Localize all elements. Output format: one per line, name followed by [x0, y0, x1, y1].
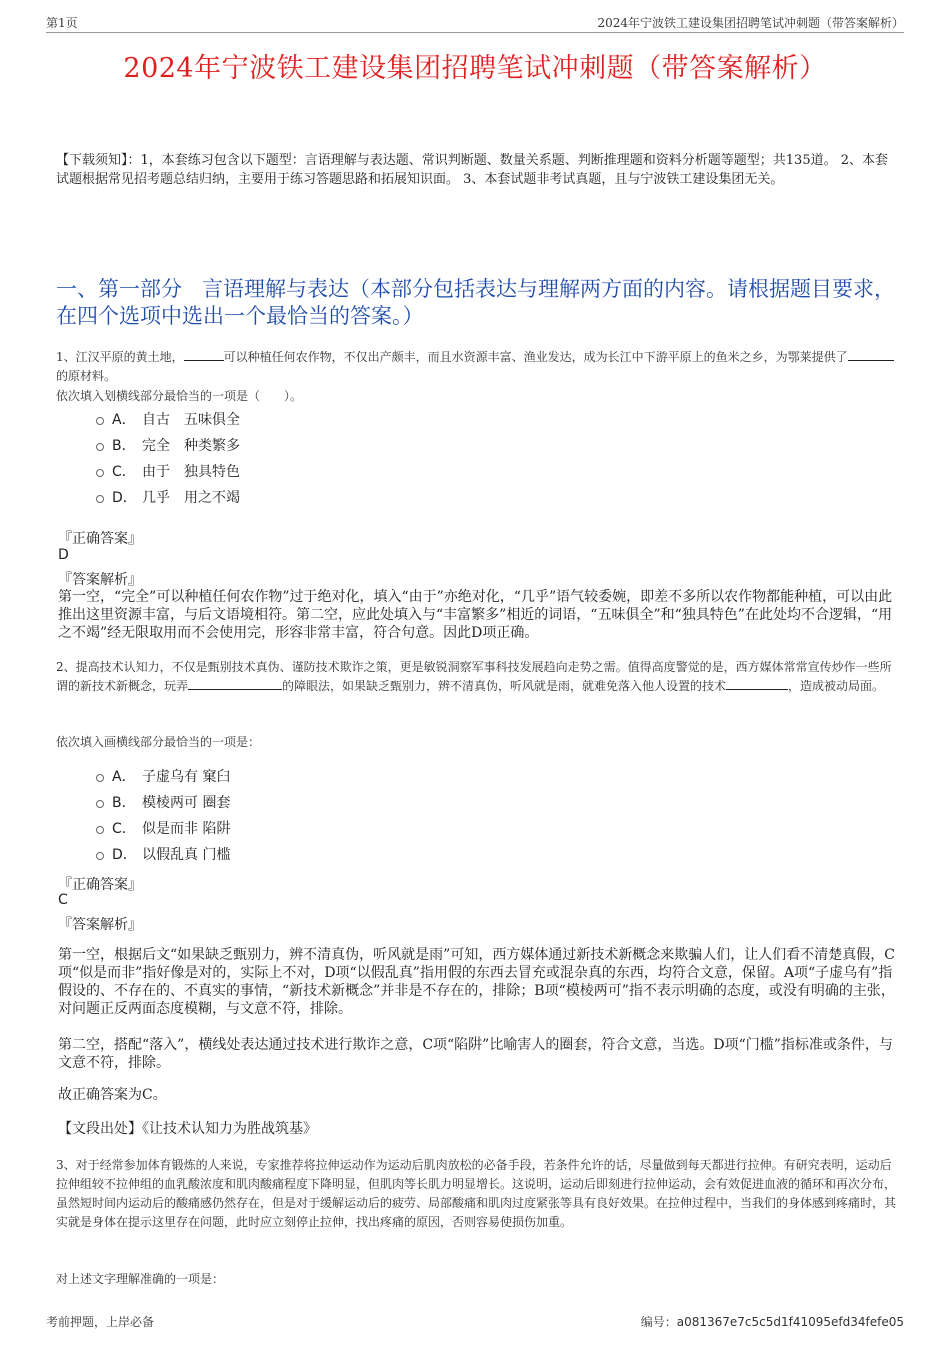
option-d[interactable]: [96, 484, 240, 510]
section-heading: [56, 276, 898, 330]
section-number: 一、第一部分: [56, 277, 182, 301]
fill-blank: [848, 348, 894, 361]
correct-answer: C: [58, 892, 68, 908]
analysis-label: 『答案解析』: [58, 572, 142, 588]
option-c[interactable]: [96, 458, 240, 484]
option-letter: D．: [112, 847, 137, 863]
option-b[interactable]: [96, 789, 230, 815]
analysis-text: 第一空，“完全”可以种植任何农作物”过于绝对化，填入“由于”亦绝对化，“几乎”语气较委婉，即差不多所以农作物都能种植，可以由此推出这里资源丰富，与后文语境相符。第二空，应此处填入与“丰富繁多”相近的词语，“五味俱全”和“独具特色”在此处均不合逻辑，“用之不竭”经无限取用而不会使用完，形容非常丰富，符合句意。因此D项正确。: [58, 589, 893, 641]
option-text: 完全 种类繁多: [142, 438, 240, 454]
option-text: 由于 独具特色: [142, 464, 240, 480]
analysis-text-2: 第二空，搭配“落入”，横线处表达通过技术进行欺诈之意，C项“陷阱”比喻害人的圈套，符合文意，当选。D项“门槛”指标准或条件，与文意不符，排除。: [58, 1037, 893, 1071]
option-a[interactable]: [96, 406, 240, 432]
radio-icon[interactable]: [96, 826, 104, 834]
option-c[interactable]: [96, 815, 230, 841]
question-2-text-2: 的障眼法，如果缺乏甄别力，辨不清真伪，听风就是雨，就难免落入他人设置的技术: [282, 679, 727, 693]
correct-answer-label: 『正确答案』: [58, 531, 142, 547]
section-title: 言语理解与表达（本部分包括表达与理解两方面的内容。请根据题目要求，在四个选项中选出一个最恰当的答案。）: [56, 277, 895, 328]
page-number: 第1页: [46, 16, 78, 30]
analysis-label: 『答案解析』: [58, 917, 142, 933]
footer-code-label: 编号：: [640, 1315, 677, 1329]
radio-icon[interactable]: [96, 469, 104, 477]
correct-answer: D: [58, 547, 69, 563]
header-divider: [46, 32, 904, 33]
question-1-text-1: 1、江汉平原的黄土地，: [56, 350, 184, 364]
option-text: 自古 五味俱全: [142, 412, 240, 428]
question-1-options: [96, 406, 240, 510]
option-letter: B．: [112, 795, 136, 811]
option-letter: A．: [112, 412, 136, 428]
question-1-stem: [56, 348, 898, 386]
radio-icon[interactable]: [96, 800, 104, 808]
question-1-prompt: 依次填入划横线部分最恰当的一项是（ ）。: [56, 389, 303, 403]
footer-slogan: 考前押题，上岸必备: [46, 1315, 155, 1329]
radio-icon[interactable]: [96, 443, 104, 451]
page-title: 2024年宁波铁工建设集团招聘笔试冲刺题（带答案解析）: [123, 53, 827, 84]
analysis-text-1: 第一空，根据后文“如果缺乏甄别力，辨不清真伪，听风就是雨”可知，西方媒体通过新技术新概念来欺骗人们，让人们看不清楚真假，C项“似是而非”指好像是对的，实际上不对，D项“以假乱真”指用假的东西去冒充或混杂真的东西，均符合文意，保留。A项“子虚乌有”指假设的、不存在的、不真实的事情，“新技术新概念”并非是不存在的，排除；B项“模棱两可”指不表示明确的态度，或没有明确的主张，对问题正反两面态度模糊，与文意不符，排除。: [58, 947, 896, 1017]
header-doc-title: 2024年宁波铁工建设集团招聘笔试冲刺题（带答案解析）: [597, 16, 904, 30]
option-letter: C．: [112, 821, 136, 837]
option-d[interactable]: [96, 841, 230, 867]
radio-icon[interactable]: [96, 417, 104, 425]
question-1-text-2: 可以种植任何农作物，不仅出产颇丰，而且水资源丰富、渔业发达，成为长江中下游平原上的鱼米之乡，为鄂莱提供了: [223, 350, 848, 364]
radio-icon[interactable]: [96, 774, 104, 782]
fill-blank: [184, 348, 224, 361]
option-text: 模棱两可 圈套: [142, 795, 231, 811]
option-letter: C．: [112, 464, 136, 480]
radio-icon[interactable]: [96, 495, 104, 503]
fill-blank: [188, 677, 282, 690]
source-citation: 【文段出处】《让技术认知力为胜战筑基》: [58, 1121, 317, 1137]
fill-blank: [726, 677, 788, 690]
analysis-conclusion: 故正确答案为C。: [58, 1087, 167, 1103]
option-text: 似是而非 陷阱: [142, 821, 231, 837]
option-text: 几乎 用之不竭: [142, 490, 240, 506]
option-text: 子虚乌有 窠臼: [142, 769, 231, 785]
question-3-prompt: 对上述文字理解准确的一项是：: [56, 1272, 225, 1286]
question-2-options: [96, 763, 230, 867]
correct-answer-label: 『正确答案』: [58, 877, 142, 893]
question-1-text-3: 的原材料。: [56, 369, 117, 383]
option-letter: D．: [112, 490, 137, 506]
download-notice: 【下载须知】：1，本套练习包含以下题型：言语理解与表达题、常识判断题、数量关系题、判断推理题和资料分析题等题型；共135道。 2、本套试题根据常见招考题总结归纳，主要用于练习答题思路和拓展知识面。 3、本套试题非考试真题，且与宁波铁工建设集团无关。: [56, 153, 888, 187]
option-text: 以假乱真 门槛: [142, 847, 231, 863]
option-letter: B．: [112, 438, 136, 454]
option-b[interactable]: [96, 432, 240, 458]
footer-code: [641, 1313, 904, 1330]
question-2-prompt: 依次填入画横线部分最恰当的一项是：: [56, 735, 261, 749]
question-2-text-1: 2、提高技术认知力，不仅是甄别技术真伪、谨防技术欺诈之策，更是敏锐洞察军事科技发展趋向走势之需。值得高度警觉的是，西方媒体常常宣传炒作一些所谓的新技术新概念，玩弄: [56, 660, 892, 693]
question-2-stem: [56, 658, 898, 696]
question-2-text-3: ，造成被动局面。: [788, 679, 885, 693]
footer-code-value: a081367e7c5c5d1f41095efd34fefe05: [676, 1315, 904, 1329]
question-3-stem: 3、对于经常参加体育锻炼的人来说，专家推荐将拉伸运动作为运动后肌肉放松的必备手段，若条件允许的话，尽量做到每天都进行拉伸。有研究表明，运动后拉伸组较不拉伸组的血乳酸浓度和肌肉酸痛程度下降明显，但肌肉等长肌力明显增长。这说明，运动后即刻进行拉伸运动，会有效促进血液的循环和再次分布，虽然短时间内运动后的酸痛感仍然存在，但是对于缓解运动后的疲劳、局部酸痛和肌肉过度紧张等具有良好效果。在拉伸过程中，当我们的身体感到疼痛时，其实就是身体在提示这里存在问题，此时应立刻停止拉伸，找出疼痛的原因，否则容易使损伤加重。: [56, 1158, 897, 1229]
radio-icon[interactable]: [96, 852, 104, 860]
option-a[interactable]: [96, 763, 230, 789]
option-letter: A．: [112, 769, 136, 785]
